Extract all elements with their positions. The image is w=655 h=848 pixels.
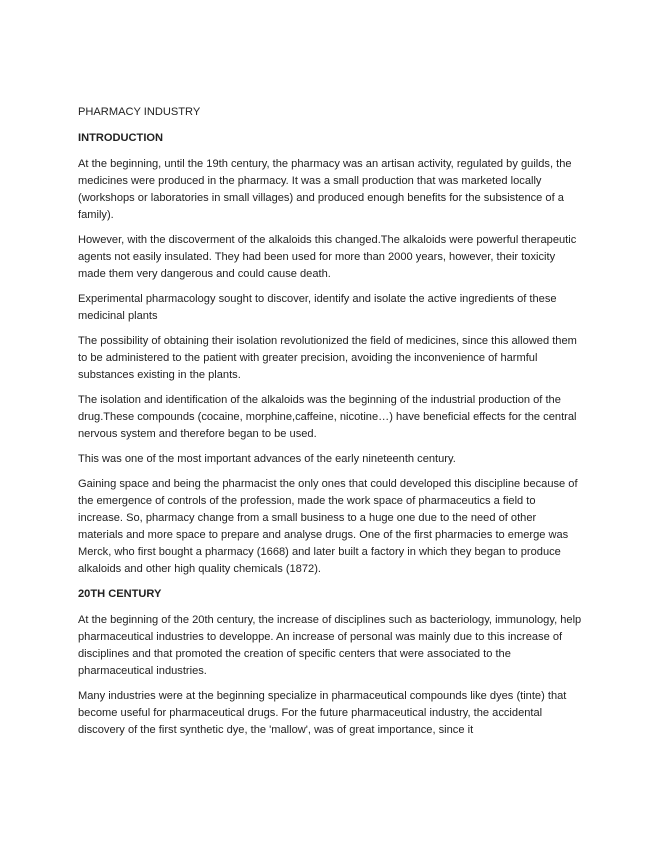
section-heading-introduction: INTRODUCTION	[78, 132, 164, 144]
document-body	[78, 104, 583, 747]
document-title: PHARMACY INDUSTRY	[78, 106, 201, 118]
paragraph: The possibility of obtaining their isolation revolutionized the field of medicines, since this allowed them to be administered to the patient with greater precision, avoiding the inconvenience of harmful substances existing in the plants.	[78, 335, 577, 381]
paragraph: However, with the discoverment of the alkaloids this changed.The alkaloids were powerful therapeutic agents not easily insulated. They had been used for more than 2000 years, however, their toxicity made them very dangerous and could cause death.	[78, 234, 577, 280]
paragraph: This was one of the most important advances of the early nineteenth century.	[78, 453, 456, 465]
paragraph: At the beginning, until the 19th century, the pharmacy was an artisan activity, regulated by guilds, the medicines were produced in the pharmacy. It was a small production that was marketed locally (workshops or laboratories in small villages) and produced enough benefits for the subsistence of a family).	[78, 158, 572, 221]
section-heading-20th-century: 20TH CENTURY	[78, 588, 162, 600]
paragraph: The isolation and identification of the alkaloids was the beginning of the industrial production of the drug.These compounds (cocaine, morphine,caffeine, nicotine…) have beneficial effects for the central nervous system and therefore began to be used.	[78, 394, 577, 440]
paragraph: Many industries were at the beginning specialize in pharmaceutical compounds like dyes (tinte) that become useful for pharmaceutical drugs. For the future pharmaceutical industry, the accidental discovery of the first synthetic dye, the 'mallow', was of great importance, since it	[78, 690, 567, 736]
paragraph: At the beginning of the 20th century, the increase of disciplines such as bacteriology, immunology, help pharmaceutical industries to developpe. An increase of personal was mainly due to this increase of disciplines and that promoted the creation of specific centers that were associated to the pharmaceutical industries.	[78, 614, 582, 677]
paragraph: Experimental pharmacology sought to discover, identify and isolate the active ingredients of these medicinal plants	[78, 293, 557, 322]
paragraph: Gaining space and being the pharmacist the only ones that could developed this discipline because of the emergence of controls of the profession, made the work space of pharmaceutics a field to increase. So, pharmacy change from a small business to a huge one due to the need of other materials and more space to prepare and analyse drugs. One of the first pharmacies to emerge was Merck, who first bought a pharmacy (1668) and later built a factory in which they began to produce alkaloids and other high quality chemicals (1872).	[78, 478, 578, 575]
